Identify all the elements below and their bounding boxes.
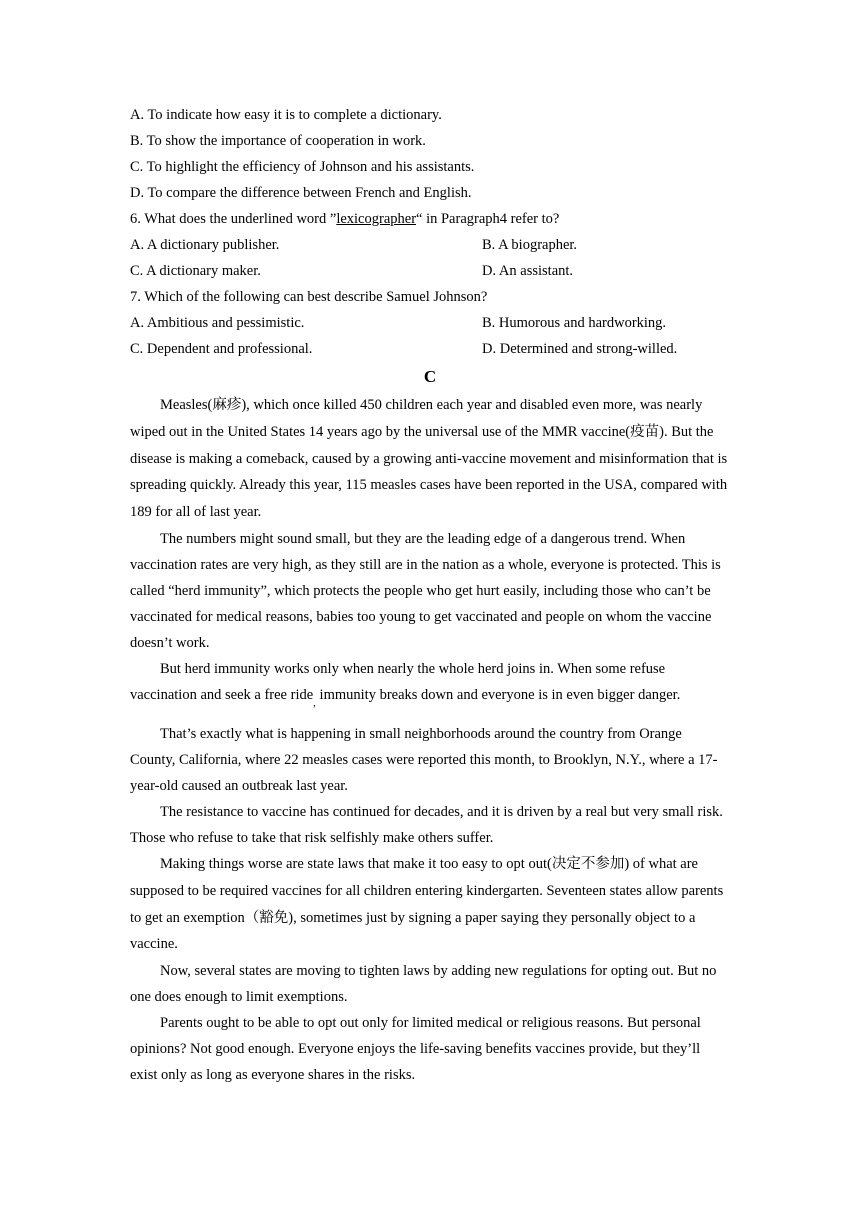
q6-stem	[130, 206, 730, 232]
p3-after: immunity breaks down and everyone is in even bigger danger.	[315, 686, 681, 703]
q6-option-c: C. A dictionary maker.	[130, 263, 261, 279]
passage-paragraph-3	[130, 656, 730, 709]
passage-paragraph-4: That’s exactly what is happening in small neighborhoods around the country from Orange County, California, where 22 measles cases were reported this month, to Brooklyn, N.Y., where a 17-year-old caused an outbreak last year.	[130, 725, 718, 794]
passage-paragraph-5: The resistance to vaccine has continued for decades, and it is driven by a real but very small risk. Those who refuse to take that risk selfishly make others suffer.	[130, 803, 723, 846]
q6-underlined-word: lexicographer	[336, 211, 417, 227]
q6-options-row-1	[130, 232, 730, 258]
q5-option-c: C. To highlight the efficiency of Johnson and his assistants.	[130, 159, 475, 175]
q5-option-b: B. To show the importance of cooperation in work.	[130, 133, 426, 149]
passage-paragraph-6: Making things worse are state laws that make it too easy to opt out(决定不参加) of what are supposed to be required vaccines for all children entering kindergarten. Seventeen states allow parents to get an exemption（豁免), sometimes just by signing a paper saying they personally object to a vaccine.	[130, 855, 724, 953]
q6-stem-after: “ in Paragraph4 refer to?	[416, 211, 560, 227]
q5-option-d: D. To compare the difference between French and English.	[130, 185, 472, 201]
passage-paragraph-2: The numbers might sound small, but they are the leading edge of a dangerous trend. When vaccination rates are very high, as they still are in the nation as a whole, everyone is protected. This is called “herd immunity”, which protects the people who get hurt easily, including those who can’t be vaccinated for medical reasons, babies too young to get vaccinated and people on whom the vaccine doesn’t work.	[130, 530, 721, 651]
passage-paragraph-8: Parents ought to be able to opt out only for limited medical or religious reasons. But personal opinions? Not good enough. Everyone enjoys the life-saving benefits vaccines provide, but they’ll exist only as long as everyone shares in the risks.	[130, 1015, 701, 1084]
q7-option-d: D. Determined and strong-willed.	[482, 341, 678, 357]
section-heading: C	[423, 367, 437, 386]
p3-before: But herd immunity works only when nearly the whole herd joins in. When some refuse vaccination and seek a free ride	[130, 660, 666, 703]
q6-stem-before: 6. What does the underlined word ”	[130, 211, 337, 227]
p3-comma: ,	[313, 696, 316, 709]
q6-option-a: A. A dictionary publisher.	[130, 237, 280, 253]
q7-stem: 7. Which of the following can best describe Samuel Johnson?	[130, 289, 488, 305]
passage-paragraph-1: Measles(麻疹), which once killed 450 children each year and disabled even more, was nearly wiped out in the United States 14 years ago by the universal use of the MMR vaccine(疫苗). But the disease is making a comeback, caused by a growing anti-vaccine movement and misinformation that is spreading quickly. Already this year, 115 measles cases have been reported in the USA, compared with 189 for all of last year.	[130, 397, 728, 521]
q6-option-b: B. A biographer.	[482, 237, 578, 253]
q5-option-a: A. To indicate how easy it is to complete a dictionary.	[130, 107, 442, 123]
exam-page	[130, 102, 730, 1088]
q7-option-a: A. Ambitious and pessimistic.	[130, 315, 305, 331]
q6-options-row-2	[130, 258, 730, 284]
q7-option-c: C. Dependent and professional.	[130, 341, 313, 357]
q6-option-d: D. An assistant.	[482, 263, 574, 279]
q7-options-row-1	[130, 310, 730, 336]
q7-options-row-2	[130, 336, 730, 362]
q7-option-b: B. Humorous and hardworking.	[482, 315, 667, 331]
passage-paragraph-7: Now, several states are moving to tighten laws by adding new regulations for opting out. But no one does enough to limit exemptions.	[130, 963, 717, 1006]
